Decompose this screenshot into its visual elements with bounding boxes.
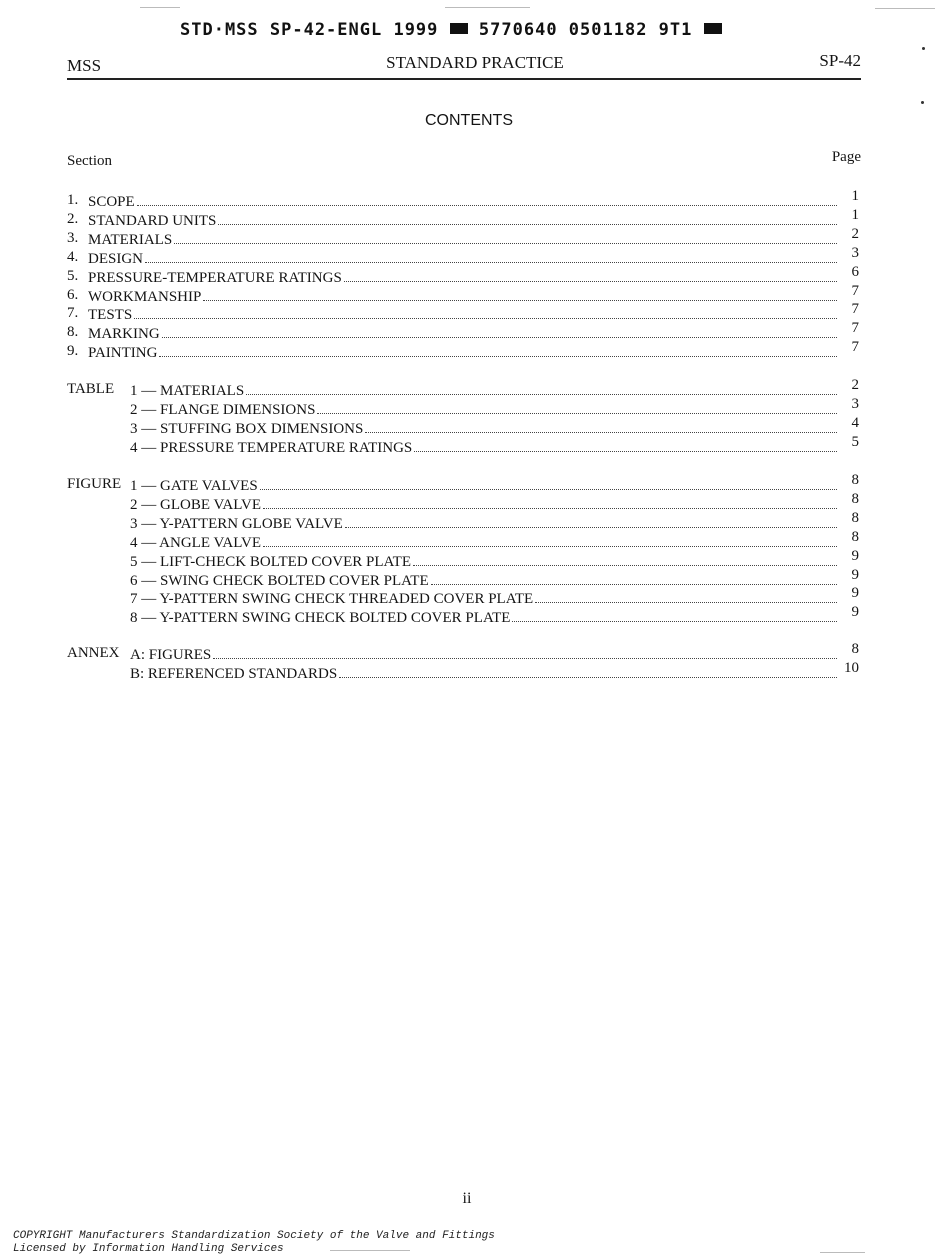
dot-leader bbox=[218, 210, 837, 225]
page-number: ii bbox=[462, 1190, 472, 1207]
dot-leader bbox=[159, 342, 837, 357]
dot-leader bbox=[345, 513, 837, 528]
toc-prefix: 3. bbox=[67, 229, 79, 246]
scan-artifact bbox=[140, 7, 180, 8]
toc-prefix: 2. bbox=[67, 210, 79, 227]
dot-leader bbox=[263, 532, 837, 547]
toc-entry-title: 7 — Y-PATTERN SWING CHECK THREADED COVER PLATE bbox=[130, 591, 534, 608]
toc-entry-title: PAINTING bbox=[88, 345, 158, 362]
toc-entry-title: 6 — SWING CHECK BOLTED COVER PLATE bbox=[130, 572, 429, 589]
toc-entry-title: 4 — PRESSURE TEMPERATURE RATINGS bbox=[130, 439, 413, 456]
dot-leader bbox=[213, 644, 837, 659]
toc-page-number: 3 bbox=[851, 244, 859, 261]
toc-prefix: 4. bbox=[67, 248, 79, 265]
toc-page-number: 2 bbox=[851, 377, 859, 393]
toc-page-number: 8 bbox=[851, 528, 859, 545]
dot-leader bbox=[203, 286, 837, 301]
dot-leader bbox=[246, 380, 837, 395]
toc-prefix: 8. bbox=[67, 324, 79, 341]
toc-entry-title: MARKING bbox=[88, 326, 160, 343]
copyright-line: COPYRIGHT Manufacturers Standardization Society of the Valve and Fittings bbox=[13, 1230, 495, 1242]
toc-prefix: TABLE bbox=[67, 381, 115, 397]
toc-entry-title: 2 — GLOBE VALVE bbox=[130, 496, 261, 513]
dot-leader bbox=[414, 437, 837, 452]
toc-figure-row bbox=[67, 604, 859, 627]
toc-page-number: 8 bbox=[851, 472, 859, 488]
toc-figure-row bbox=[67, 472, 859, 494]
toc-page-number: 8 bbox=[851, 490, 859, 507]
toc-page-number: 8 bbox=[851, 641, 859, 657]
toc-page-number: 7 bbox=[851, 320, 859, 337]
toc-entry-title: 4 — ANGLE VALVE bbox=[130, 534, 261, 551]
toc-page-number: 7 bbox=[851, 282, 859, 299]
toc-entry-title: WORKMANSHIP bbox=[88, 288, 202, 305]
toc-entry-title: DESIGN bbox=[88, 250, 143, 267]
dot-leader bbox=[535, 588, 837, 603]
toc-prefix: 7. bbox=[67, 305, 79, 322]
dot-leader bbox=[344, 267, 837, 282]
toc-page-number: 8 bbox=[851, 509, 859, 526]
dot-leader bbox=[317, 399, 837, 414]
license-line: Licensed by Information Handling Services bbox=[13, 1243, 284, 1255]
toc-page-number: 9 bbox=[851, 547, 859, 564]
toc-page-number: 10 bbox=[844, 659, 859, 676]
toc-table-row bbox=[67, 433, 859, 456]
redaction-block bbox=[704, 23, 722, 34]
dot-leader bbox=[260, 475, 837, 490]
toc-prefix: 1. bbox=[67, 192, 79, 208]
header-left: MSS bbox=[67, 56, 102, 75]
toc-entry-title: MATERIALS bbox=[88, 231, 173, 248]
contents-title: CONTENTS bbox=[425, 112, 513, 129]
toc-section-row bbox=[67, 244, 859, 267]
toc-entry-title: 5 — LIFT-CHECK BOLTED COVER PLATE bbox=[130, 553, 411, 570]
toc-entry-title: 1 — GATE VALVES bbox=[130, 478, 258, 494]
toc-annex-row bbox=[67, 641, 859, 663]
page-column-label: Page bbox=[831, 149, 861, 165]
toc-page-number: 9 bbox=[851, 566, 859, 583]
dot-leader bbox=[162, 323, 837, 338]
dot-leader bbox=[512, 607, 837, 622]
toc-entry-title: SCOPE bbox=[88, 194, 135, 210]
document-id-part2: 5770640 0501182 9T1 bbox=[478, 20, 693, 40]
toc-entry-title: 2 — FLANGE DIMENSIONS bbox=[130, 401, 316, 418]
redaction-block bbox=[450, 23, 468, 34]
toc-page-number: 1 bbox=[851, 206, 859, 223]
toc-figure-row bbox=[67, 490, 859, 513]
scan-artifact bbox=[330, 1250, 410, 1251]
header-right: SP-42 bbox=[819, 51, 861, 70]
toc-page-number: 6 bbox=[851, 263, 859, 280]
toc-prefix: 6. bbox=[67, 286, 79, 303]
toc-table-row bbox=[67, 395, 859, 418]
toc-entry-title: 3 — STUFFING BOX DIMENSIONS bbox=[130, 420, 364, 437]
document-id-part1: STD·MSS SP-42-ENGL 1999 bbox=[180, 20, 439, 40]
toc-entry-title: TESTS bbox=[88, 307, 133, 324]
toc-entry-title: B: REFERENCED STANDARDS bbox=[130, 665, 338, 682]
toc-page-number: 9 bbox=[851, 604, 859, 621]
dot-leader bbox=[145, 248, 837, 263]
toc-entry-title: 3 — Y-PATTERN GLOBE VALVE bbox=[130, 515, 343, 532]
toc-page-number: 1 bbox=[851, 188, 859, 204]
toc-table-row bbox=[67, 377, 859, 399]
toc-entry-title: 8 — Y-PATTERN SWING CHECK BOLTED COVER PLATE bbox=[130, 610, 511, 627]
toc-page-number: 9 bbox=[851, 585, 859, 602]
scan-artifact bbox=[875, 8, 935, 9]
toc-table-row bbox=[67, 414, 859, 437]
dot-leader bbox=[263, 494, 837, 509]
toc-section-row bbox=[67, 339, 859, 362]
toc-figure-row bbox=[67, 509, 859, 532]
toc-prefix: 5. bbox=[67, 267, 79, 284]
dot-leader bbox=[413, 551, 837, 566]
dot-leader bbox=[339, 663, 837, 678]
toc-figure-row bbox=[67, 528, 859, 551]
toc-entry-title: A: FIGURES bbox=[130, 647, 212, 663]
toc-figure-row bbox=[67, 585, 859, 608]
toc-prefix: ANNEX bbox=[67, 645, 120, 661]
toc-page-number: 7 bbox=[851, 339, 859, 356]
toc-section-row bbox=[67, 206, 859, 229]
dot-leader bbox=[431, 570, 837, 585]
toc-annex-row bbox=[67, 659, 859, 682]
toc-figure-row bbox=[67, 547, 859, 570]
scan-speck bbox=[921, 101, 924, 104]
toc-page-number: 4 bbox=[851, 414, 859, 431]
scan-speck bbox=[922, 47, 925, 50]
toc-section-row bbox=[67, 320, 859, 343]
header-rule bbox=[67, 78, 861, 80]
dot-leader bbox=[137, 191, 837, 206]
toc-page-number: 7 bbox=[851, 301, 859, 318]
toc-prefix: 9. bbox=[67, 343, 79, 360]
toc-page-number: 2 bbox=[851, 225, 859, 242]
toc-section-row bbox=[67, 282, 859, 305]
toc-page-number: 5 bbox=[851, 433, 859, 450]
section-column-label: Section bbox=[67, 153, 112, 169]
toc-figure-row bbox=[67, 566, 859, 589]
toc-section-row bbox=[67, 225, 859, 248]
toc-section-row bbox=[67, 188, 859, 210]
toc-entry-title: 1 — MATERIALS bbox=[130, 383, 245, 399]
scan-artifact bbox=[820, 1252, 865, 1253]
document-id-line bbox=[180, 20, 722, 40]
scan-artifact bbox=[445, 7, 530, 8]
toc-section-row bbox=[67, 263, 859, 286]
toc-page-number: 3 bbox=[851, 395, 859, 412]
header-center: STANDARD PRACTICE bbox=[386, 53, 564, 72]
toc-section-row bbox=[67, 301, 859, 324]
toc-entry-title: PRESSURE-TEMPERATURE RATINGS bbox=[88, 269, 342, 286]
dot-leader bbox=[134, 304, 837, 319]
toc-prefix: FIGURE bbox=[67, 476, 122, 492]
dot-leader bbox=[174, 229, 837, 244]
dot-leader bbox=[365, 418, 837, 433]
toc-entry-title: STANDARD UNITS bbox=[88, 212, 217, 229]
